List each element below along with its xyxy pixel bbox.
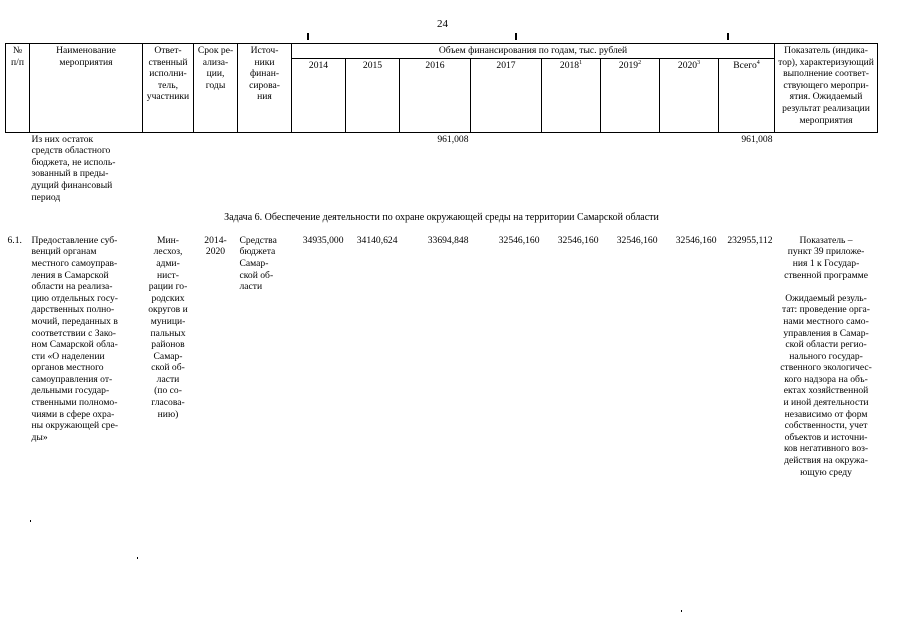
scan-tick-mark [307, 33, 309, 40]
scan-speck [137, 557, 138, 559]
scan-speck [681, 610, 682, 612]
header-year: 2014 [292, 58, 346, 132]
row-indicator [775, 132, 878, 204]
header-year: 2020$^3$ [660, 58, 719, 132]
row-value-2017 [471, 132, 542, 204]
header-period: Срок ре- ализа- ции, годы [194, 44, 238, 133]
row-value-total: 961,008 [741, 133, 773, 145]
row-period: 2014- 2020 [204, 234, 227, 258]
header-year: 2018$^1$ [542, 58, 601, 132]
row-source [238, 132, 292, 204]
header-funding-sources: Источ- ники финан- сирова- ния [238, 44, 292, 133]
row-value-total: 232955,112 [727, 234, 773, 246]
scan-tick-mark [515, 33, 517, 40]
row-value-2014: 34935,000 [302, 234, 344, 246]
scan-speck [30, 520, 31, 522]
row-value-2019 [601, 132, 660, 204]
program-activities-table [5, 43, 878, 479]
page-number: 24 [437, 18, 448, 30]
header-year: 2015 [346, 58, 400, 132]
row-value-2018 [542, 132, 601, 204]
row-responsible [143, 132, 194, 204]
task-heading-row [6, 204, 878, 234]
scan-tick-mark [727, 33, 729, 40]
row-value-2016: 33694,848 [427, 234, 469, 246]
row-period [194, 132, 238, 204]
row-source: Средства бюджета Самар- ской об- ласти [239, 234, 277, 293]
row-value-2015 [346, 132, 400, 204]
row-value-2015: 34140,624 [356, 234, 398, 246]
header-activity-name: Наименование мероприятия [30, 44, 143, 133]
header-total: Всего$^4$ [719, 58, 775, 132]
row-number [6, 132, 30, 204]
task-title: Задача 6. Обеспечение деятельности по охране окружающей среды на территории Самарской области [224, 212, 659, 224]
header-indicator: Показатель (индика- тор), характеризующий выполнение соответ- ствующего меропри- ятия. Ожидаемый результат реализации мероприятия [775, 44, 878, 133]
header-responsible: Ответ- ственный исполни- тель, участники [143, 44, 194, 133]
header-funding-volume: Объем финансирования по годам, тыс. рублей [292, 44, 775, 59]
row-value-2016: 961,008 [437, 133, 469, 145]
row-activity-name: Предоставление суб- венций органам местного самоуправ- ления в Самарской области на реализа- цию отдельных госу- дарственных полно- мочий, переданных в соответствии с Зако- ном Самарской обла- сти «О наделении органов местного самоуправления от- дельными государ- ственными полномо- чиями в сфере охра- ны окружающей сре- ды» [31, 234, 119, 443]
row-indicator: Показатель – пункт 39 приложе- ния 1 к Государ- ственной программе Ожидаемый резуль- тат: проведение орга- нами местного само- управления в Самар- ской области регио- нального государ- ственного экологичес- кого надзора на объ- ектах хозяйственной и иной деятельности независимо от форм собственности, учет объектов и источни- ков негативного воз- действия на окружа- ющую среду [780, 234, 872, 478]
row-number: 6.1. [7, 234, 22, 246]
header-year: 2019$^2$ [601, 58, 660, 132]
row-value-2019: 32546,160 [616, 234, 658, 246]
row-responsible: Мин- лесхоз, адми- нист- рации го- родских округов и муници- пальных районов Самар- ской об- ласти (по со- гласова- нию) [148, 234, 188, 420]
table-row [6, 234, 878, 479]
header-year: 2017 [471, 58, 542, 132]
header-year: 2016 [400, 58, 471, 132]
header-number: № п/п [6, 44, 30, 133]
row-activity-name: Из них остаток средств областного бюджета, не исполь- зованный в преды- дущий финансовый период [31, 133, 116, 203]
row-value-2014 [292, 132, 346, 204]
table-row [6, 132, 878, 204]
row-value-2018: 32546,160 [557, 234, 599, 246]
row-value-2017: 32546,160 [498, 234, 540, 246]
row-value-2020: 32546,160 [675, 234, 717, 246]
row-value-2020 [660, 132, 719, 204]
